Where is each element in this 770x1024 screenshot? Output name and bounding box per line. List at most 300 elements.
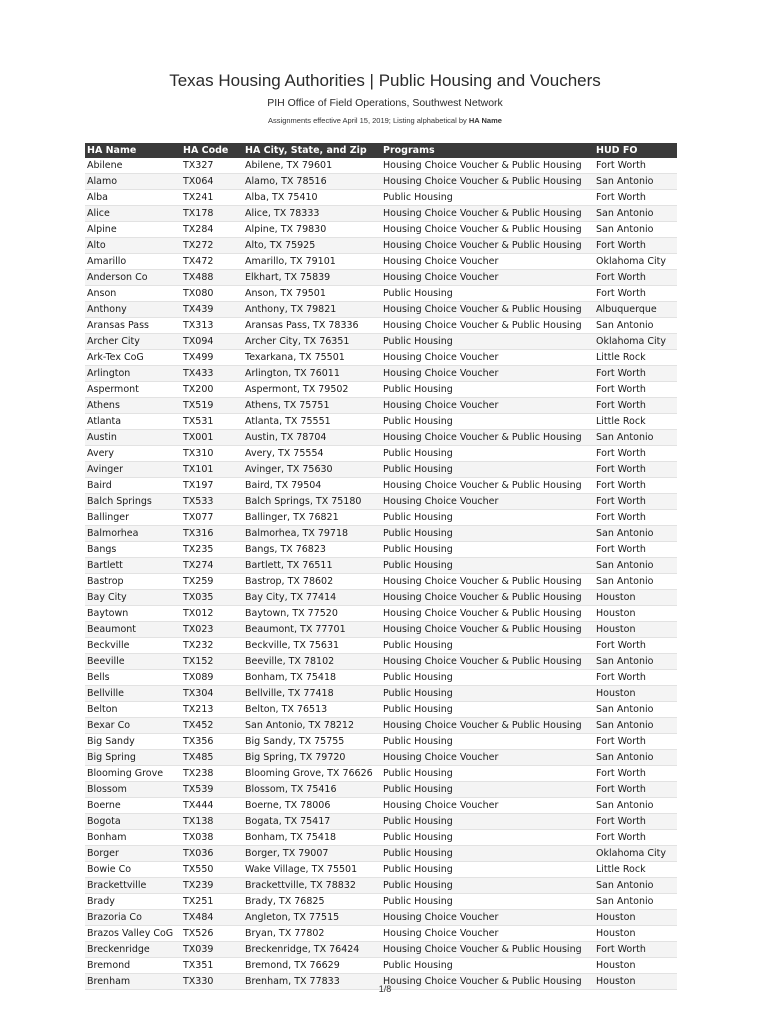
cell-ha-name: Beeville [85, 654, 181, 670]
cell-city-state-zip: Bonham, TX 75418 [243, 670, 381, 686]
cell-ha-name: Bartlett [85, 558, 181, 574]
cell-city-state-zip: Avery, TX 75554 [243, 446, 381, 462]
cell-ha-code: TX272 [181, 238, 243, 254]
table-body [85, 158, 677, 990]
cell-hud-fo: Houston [594, 622, 677, 638]
cell-ha-code: TX239 [181, 878, 243, 894]
cell-programs: Housing Choice Voucher & Public Housing [381, 942, 594, 958]
cell-ha-name: Atlanta [85, 414, 181, 430]
cell-city-state-zip: Avinger, TX 75630 [243, 462, 381, 478]
cell-ha-code: TX039 [181, 942, 243, 958]
cell-city-state-zip: Brady, TX 76825 [243, 894, 381, 910]
cell-ha-code: TX485 [181, 750, 243, 766]
cell-programs: Public Housing [381, 334, 594, 350]
cell-ha-code: TX330 [181, 974, 243, 990]
table-row [85, 542, 677, 558]
cell-ha-code: TX531 [181, 414, 243, 430]
cell-city-state-zip: Bay City, TX 77414 [243, 590, 381, 606]
cell-ha-name: Arlington [85, 366, 181, 382]
header-programs: Programs [381, 143, 594, 158]
cell-city-state-zip: Wake Village, TX 75501 [243, 862, 381, 878]
cell-hud-fo: San Antonio [594, 174, 677, 190]
table-header-row [85, 143, 677, 158]
cell-programs: Public Housing [381, 702, 594, 718]
cell-hud-fo: Fort Worth [594, 670, 677, 686]
cell-ha-code: TX138 [181, 814, 243, 830]
cell-hud-fo: Oklahoma City [594, 254, 677, 270]
cell-programs: Housing Choice Voucher [381, 350, 594, 366]
cell-ha-name: Anthony [85, 302, 181, 318]
cell-ha-code: TX356 [181, 734, 243, 750]
cell-hud-fo: Houston [594, 910, 677, 926]
cell-hud-fo: San Antonio [594, 894, 677, 910]
table-row [85, 430, 677, 446]
cell-ha-name: Big Spring [85, 750, 181, 766]
cell-programs: Housing Choice Voucher & Public Housing [381, 574, 594, 590]
cell-ha-code: TX036 [181, 846, 243, 862]
cell-ha-code: TX519 [181, 398, 243, 414]
cell-hud-fo: Little Rock [594, 414, 677, 430]
table-row [85, 686, 677, 702]
cell-ha-name: Ballinger [85, 510, 181, 526]
table-row [85, 766, 677, 782]
cell-ha-code: TX178 [181, 206, 243, 222]
cell-ha-name: Ark-Tex CoG [85, 350, 181, 366]
cell-programs: Housing Choice Voucher & Public Housing [381, 222, 594, 238]
cell-hud-fo: San Antonio [594, 318, 677, 334]
cell-programs: Housing Choice Voucher & Public Housing [381, 590, 594, 606]
cell-ha-code: TX313 [181, 318, 243, 334]
cell-programs: Housing Choice Voucher & Public Housing [381, 622, 594, 638]
cell-ha-name: Boerne [85, 798, 181, 814]
table-row [85, 334, 677, 350]
cell-hud-fo: San Antonio [594, 750, 677, 766]
cell-city-state-zip: Brackettville, TX 78832 [243, 878, 381, 894]
cell-ha-code: TX484 [181, 910, 243, 926]
note-sort-key: HA Name [468, 116, 502, 125]
cell-hud-fo: San Antonio [594, 430, 677, 446]
cell-ha-code: TX251 [181, 894, 243, 910]
cell-hud-fo: Albuquerque [594, 302, 677, 318]
cell-ha-code: TX259 [181, 574, 243, 590]
cell-ha-name: Big Sandy [85, 734, 181, 750]
cell-ha-code: TX327 [181, 158, 243, 174]
cell-ha-code: TX035 [181, 590, 243, 606]
cell-city-state-zip: Beaumont, TX 77701 [243, 622, 381, 638]
table-row [85, 238, 677, 254]
cell-ha-code: TX094 [181, 334, 243, 350]
table-row [85, 718, 677, 734]
table-row [85, 814, 677, 830]
table-row [85, 862, 677, 878]
cell-ha-code: TX001 [181, 430, 243, 446]
table-row [85, 622, 677, 638]
cell-ha-name: Brazoria Co [85, 910, 181, 926]
cell-ha-name: Beckville [85, 638, 181, 654]
cell-ha-code: TX238 [181, 766, 243, 782]
cell-hud-fo: Fort Worth [594, 446, 677, 462]
cell-city-state-zip: Abilene, TX 79601 [243, 158, 381, 174]
cell-hud-fo: Fort Worth [594, 286, 677, 302]
table-row [85, 158, 677, 174]
cell-ha-name: Bowie Co [85, 862, 181, 878]
table-row [85, 286, 677, 302]
cell-hud-fo: San Antonio [594, 526, 677, 542]
cell-ha-name: Anson [85, 286, 181, 302]
cell-city-state-zip: Alto, TX 75925 [243, 238, 381, 254]
table-row [85, 574, 677, 590]
cell-programs: Public Housing [381, 446, 594, 462]
cell-hud-fo: Fort Worth [594, 270, 677, 286]
cell-city-state-zip: Austin, TX 78704 [243, 430, 381, 446]
table-row [85, 910, 677, 926]
cell-programs: Housing Choice Voucher [381, 270, 594, 286]
table-row [85, 446, 677, 462]
cell-ha-code: TX499 [181, 350, 243, 366]
cell-ha-name: Balch Springs [85, 494, 181, 510]
table-row [85, 382, 677, 398]
table-row [85, 350, 677, 366]
cell-city-state-zip: Alice, TX 78333 [243, 206, 381, 222]
cell-programs: Housing Choice Voucher [381, 366, 594, 382]
table-row [85, 206, 677, 222]
cell-hud-fo: Fort Worth [594, 782, 677, 798]
cell-city-state-zip: San Antonio, TX 78212 [243, 718, 381, 734]
cell-city-state-zip: Belton, TX 76513 [243, 702, 381, 718]
cell-programs: Housing Choice Voucher & Public Housing [381, 302, 594, 318]
cell-ha-code: TX197 [181, 478, 243, 494]
cell-programs: Public Housing [381, 734, 594, 750]
cell-ha-code: TX232 [181, 638, 243, 654]
cell-hud-fo: San Antonio [594, 878, 677, 894]
cell-hud-fo: Houston [594, 686, 677, 702]
table-row [85, 494, 677, 510]
cell-city-state-zip: Athens, TX 75751 [243, 398, 381, 414]
cell-programs: Public Housing [381, 190, 594, 206]
cell-city-state-zip: Brenham, TX 77833 [243, 974, 381, 990]
page-number: 1/8 [378, 984, 392, 994]
cell-ha-code: TX012 [181, 606, 243, 622]
cell-hud-fo: Houston [594, 958, 677, 974]
cell-programs: Public Housing [381, 382, 594, 398]
cell-programs: Housing Choice Voucher [381, 926, 594, 942]
cell-programs: Housing Choice Voucher [381, 254, 594, 270]
cell-ha-code: TX101 [181, 462, 243, 478]
cell-ha-code: TX200 [181, 382, 243, 398]
table-row [85, 190, 677, 206]
cell-hud-fo: Fort Worth [594, 478, 677, 494]
table-row [85, 942, 677, 958]
cell-city-state-zip: Alba, TX 75410 [243, 190, 381, 206]
cell-ha-name: Bells [85, 670, 181, 686]
cell-programs: Public Housing [381, 814, 594, 830]
cell-ha-name: Alice [85, 206, 181, 222]
cell-city-state-zip: Big Sandy, TX 75755 [243, 734, 381, 750]
cell-hud-fo: Houston [594, 590, 677, 606]
cell-city-state-zip: Bonham, TX 75418 [243, 830, 381, 846]
cell-programs: Housing Choice Voucher & Public Housing [381, 206, 594, 222]
cell-ha-name: Brady [85, 894, 181, 910]
cell-hud-fo: Oklahoma City [594, 334, 677, 350]
cell-ha-code: TX310 [181, 446, 243, 462]
cell-programs: Housing Choice Voucher [381, 798, 594, 814]
table-row [85, 638, 677, 654]
cell-hud-fo: Fort Worth [594, 382, 677, 398]
table-row [85, 510, 677, 526]
cell-ha-code: TX316 [181, 526, 243, 542]
cell-city-state-zip: Bogata, TX 75417 [243, 814, 381, 830]
cell-programs: Housing Choice Voucher & Public Housing [381, 238, 594, 254]
cell-ha-code: TX077 [181, 510, 243, 526]
cell-ha-name: Aspermont [85, 382, 181, 398]
cell-ha-code: TX152 [181, 654, 243, 670]
table-row [85, 366, 677, 382]
table-row [85, 590, 677, 606]
cell-city-state-zip: Amarillo, TX 79101 [243, 254, 381, 270]
table-row [85, 462, 677, 478]
cell-hud-fo: San Antonio [594, 558, 677, 574]
cell-hud-fo: San Antonio [594, 798, 677, 814]
cell-programs: Public Housing [381, 958, 594, 974]
cell-ha-name: Alto [85, 238, 181, 254]
cell-city-state-zip: Ballinger, TX 76821 [243, 510, 381, 526]
cell-ha-name: Balmorhea [85, 526, 181, 542]
cell-hud-fo: Little Rock [594, 350, 677, 366]
cell-programs: Public Housing [381, 286, 594, 302]
cell-ha-name: Beaumont [85, 622, 181, 638]
cell-ha-code: TX472 [181, 254, 243, 270]
table-row [85, 302, 677, 318]
cell-hud-fo: Fort Worth [594, 814, 677, 830]
cell-city-state-zip: Breckenridge, TX 76424 [243, 942, 381, 958]
cell-hud-fo: Fort Worth [594, 766, 677, 782]
cell-ha-code: TX274 [181, 558, 243, 574]
cell-city-state-zip: Borger, TX 79007 [243, 846, 381, 862]
table-row [85, 894, 677, 910]
cell-hud-fo: Fort Worth [594, 366, 677, 382]
cell-ha-name: Abilene [85, 158, 181, 174]
table-row [85, 222, 677, 238]
cell-hud-fo: San Antonio [594, 654, 677, 670]
table-row [85, 478, 677, 494]
cell-hud-fo: Fort Worth [594, 238, 677, 254]
cell-ha-name: Blooming Grove [85, 766, 181, 782]
cell-city-state-zip: Bastrop, TX 78602 [243, 574, 381, 590]
cell-city-state-zip: Archer City, TX 76351 [243, 334, 381, 350]
cell-ha-code: TX444 [181, 798, 243, 814]
cell-hud-fo: Fort Worth [594, 542, 677, 558]
cell-hud-fo: San Antonio [594, 702, 677, 718]
cell-programs: Public Housing [381, 862, 594, 878]
table-row [85, 702, 677, 718]
table-row [85, 654, 677, 670]
cell-programs: Public Housing [381, 686, 594, 702]
cell-city-state-zip: Bellville, TX 77418 [243, 686, 381, 702]
cell-city-state-zip: Aransas Pass, TX 78336 [243, 318, 381, 334]
cell-ha-name: Alamo [85, 174, 181, 190]
cell-programs: Public Housing [381, 542, 594, 558]
cell-ha-name: Bellville [85, 686, 181, 702]
table-row [85, 926, 677, 942]
cell-city-state-zip: Bartlett, TX 76511 [243, 558, 381, 574]
cell-programs: Public Housing [381, 638, 594, 654]
cell-ha-code: TX433 [181, 366, 243, 382]
document-title: Texas Housing Authorities | Public Housing and Vouchers [169, 71, 601, 90]
table-row [85, 878, 677, 894]
cell-hud-fo: Fort Worth [594, 942, 677, 958]
cell-ha-code: TX439 [181, 302, 243, 318]
header-hud-fo: HUD FO [594, 143, 677, 158]
cell-city-state-zip: Blossom, TX 75416 [243, 782, 381, 798]
table-row [85, 318, 677, 334]
cell-ha-name: Blossom [85, 782, 181, 798]
cell-city-state-zip: Bangs, TX 76823 [243, 542, 381, 558]
cell-city-state-zip: Anson, TX 79501 [243, 286, 381, 302]
housing-authorities-table [85, 143, 677, 990]
cell-city-state-zip: Blooming Grove, TX 76626 [243, 766, 381, 782]
cell-ha-name: Bastrop [85, 574, 181, 590]
cell-programs: Public Housing [381, 782, 594, 798]
cell-programs: Housing Choice Voucher & Public Housing [381, 318, 594, 334]
cell-programs: Housing Choice Voucher & Public Housing [381, 158, 594, 174]
document-note [0, 116, 770, 125]
cell-programs: Public Housing [381, 462, 594, 478]
cell-programs: Public Housing [381, 670, 594, 686]
cell-ha-code: TX089 [181, 670, 243, 686]
cell-ha-code: TX235 [181, 542, 243, 558]
cell-programs: Housing Choice Voucher & Public Housing [381, 478, 594, 494]
cell-programs: Housing Choice Voucher & Public Housing [381, 174, 594, 190]
cell-city-state-zip: Beeville, TX 78102 [243, 654, 381, 670]
table-row [85, 750, 677, 766]
table-row [85, 270, 677, 286]
cell-city-state-zip: Alpine, TX 79830 [243, 222, 381, 238]
cell-ha-code: TX241 [181, 190, 243, 206]
cell-city-state-zip: Balch Springs, TX 75180 [243, 494, 381, 510]
cell-city-state-zip: Balmorhea, TX 79718 [243, 526, 381, 542]
cell-programs: Housing Choice Voucher & Public Housing [381, 718, 594, 734]
cell-ha-name: Avery [85, 446, 181, 462]
cell-city-state-zip: Baytown, TX 77520 [243, 606, 381, 622]
cell-programs: Housing Choice Voucher [381, 910, 594, 926]
cell-ha-name: Belton [85, 702, 181, 718]
cell-ha-name: Bay City [85, 590, 181, 606]
table-row [85, 958, 677, 974]
cell-city-state-zip: Alamo, TX 78516 [243, 174, 381, 190]
cell-programs: Housing Choice Voucher & Public Housing [381, 430, 594, 446]
cell-ha-name: Baird [85, 478, 181, 494]
cell-city-state-zip: Baird, TX 79504 [243, 478, 381, 494]
document-subtitle: PIH Office of Field Operations, Southwest Network [267, 97, 503, 109]
table-row [85, 798, 677, 814]
cell-hud-fo: Oklahoma City [594, 846, 677, 862]
cell-city-state-zip: Elkhart, TX 75839 [243, 270, 381, 286]
cell-ha-code: TX526 [181, 926, 243, 942]
cell-ha-name: Bogota [85, 814, 181, 830]
cell-programs: Housing Choice Voucher [381, 398, 594, 414]
cell-ha-name: Bexar Co [85, 718, 181, 734]
cell-city-state-zip: Beckville, TX 75631 [243, 638, 381, 654]
cell-ha-code: TX488 [181, 270, 243, 286]
cell-ha-name: Athens [85, 398, 181, 414]
cell-hud-fo: Fort Worth [594, 830, 677, 846]
cell-ha-name: Borger [85, 846, 181, 862]
table-row [85, 558, 677, 574]
cell-ha-code: TX550 [181, 862, 243, 878]
cell-hud-fo: Houston [594, 606, 677, 622]
cell-ha-name: Breckenridge [85, 942, 181, 958]
cell-hud-fo: Fort Worth [594, 158, 677, 174]
cell-ha-code: TX213 [181, 702, 243, 718]
cell-ha-name: Bremond [85, 958, 181, 974]
cell-hud-fo: Fort Worth [594, 734, 677, 750]
cell-city-state-zip: Bryan, TX 77802 [243, 926, 381, 942]
cell-hud-fo: Little Rock [594, 862, 677, 878]
cell-city-state-zip: Big Spring, TX 79720 [243, 750, 381, 766]
cell-programs: Public Housing [381, 894, 594, 910]
cell-hud-fo: Fort Worth [594, 190, 677, 206]
table-row [85, 254, 677, 270]
cell-hud-fo: San Antonio [594, 574, 677, 590]
cell-ha-name: Aransas Pass [85, 318, 181, 334]
cell-hud-fo: Houston [594, 974, 677, 990]
cell-programs: Public Housing [381, 414, 594, 430]
cell-ha-code: TX038 [181, 830, 243, 846]
cell-programs: Public Housing [381, 878, 594, 894]
cell-programs: Public Housing [381, 830, 594, 846]
cell-hud-fo: Houston [594, 926, 677, 942]
cell-ha-code: TX304 [181, 686, 243, 702]
table-row [85, 174, 677, 190]
cell-programs: Housing Choice Voucher [381, 750, 594, 766]
cell-city-state-zip: Boerne, TX 78006 [243, 798, 381, 814]
cell-city-state-zip: Aspermont, TX 79502 [243, 382, 381, 398]
header-ha-name: HA Name [85, 143, 181, 158]
cell-hud-fo: Fort Worth [594, 398, 677, 414]
cell-city-state-zip: Atlanta, TX 75551 [243, 414, 381, 430]
cell-ha-code: TX533 [181, 494, 243, 510]
cell-hud-fo: Fort Worth [594, 510, 677, 526]
cell-ha-name: Amarillo [85, 254, 181, 270]
cell-hud-fo: Fort Worth [594, 638, 677, 654]
cell-programs: Public Housing [381, 526, 594, 542]
cell-ha-name: Brackettville [85, 878, 181, 894]
cell-hud-fo: San Antonio [594, 718, 677, 734]
table-row [85, 414, 677, 430]
cell-ha-code: TX064 [181, 174, 243, 190]
cell-programs: Housing Choice Voucher & Public Housing [381, 974, 594, 990]
cell-ha-name: Austin [85, 430, 181, 446]
table-row [85, 606, 677, 622]
table-row [85, 734, 677, 750]
cell-ha-code: TX351 [181, 958, 243, 974]
table-row [85, 830, 677, 846]
table-row [85, 670, 677, 686]
cell-ha-code: TX080 [181, 286, 243, 302]
table-row [85, 398, 677, 414]
cell-ha-name: Baytown [85, 606, 181, 622]
cell-ha-name: Alba [85, 190, 181, 206]
table-row [85, 526, 677, 542]
cell-city-state-zip: Angleton, TX 77515 [243, 910, 381, 926]
table-row [85, 846, 677, 862]
cell-programs: Housing Choice Voucher & Public Housing [381, 606, 594, 622]
cell-city-state-zip: Bremond, TX 76629 [243, 958, 381, 974]
cell-ha-name: Anderson Co [85, 270, 181, 286]
header-city-state-zip: HA City, State, and Zip [243, 143, 381, 158]
cell-city-state-zip: Texarkana, TX 75501 [243, 350, 381, 366]
cell-ha-name: Bangs [85, 542, 181, 558]
